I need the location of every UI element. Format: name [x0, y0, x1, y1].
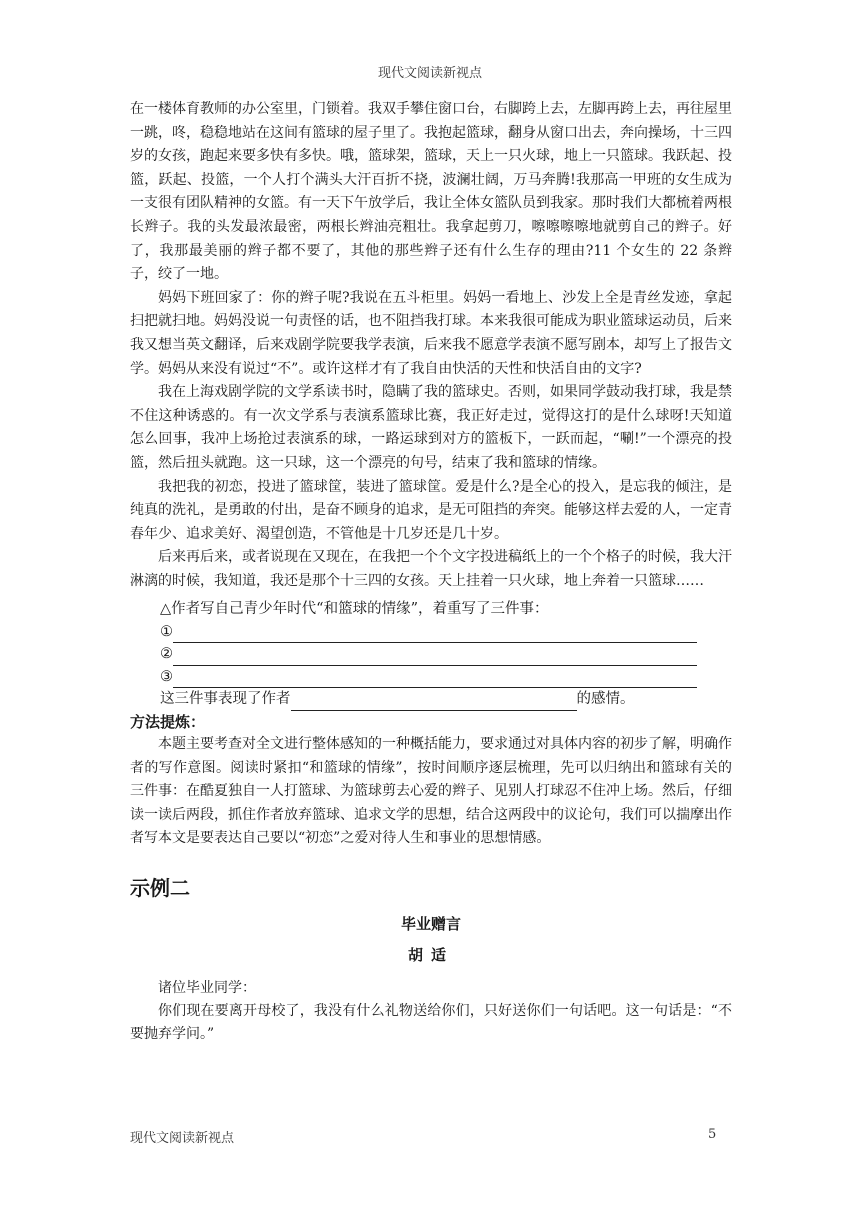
passage-paragraph: 我把我的初恋，投进了篮球筐，装进了篮球筐。爱是什么?是全心的投入，是忘我的倾注，是纯真的洗礼，是勇敢的付出，是奋不顾身的追求，是无可阻挡的奔突。能够这样去爱的人，一定青春年少、追求美好、渴望创造，不管他是十几岁还是几十岁。 [130, 478, 732, 542]
answer-blank[interactable] [173, 669, 697, 688]
answer-line-3 [130, 666, 732, 689]
passage [130, 98, 732, 593]
example-heading: 示例二 [130, 875, 190, 900]
question-block [130, 598, 732, 711]
summary-line [130, 688, 732, 711]
answer-line-1 [130, 621, 732, 644]
page-content [130, 98, 732, 1047]
passage-paragraph: 妈妈下班回家了：你的辫子呢?我说在五斗柜里。妈妈一看地上、沙发上全是青丝发迹，拿起扫把就扫地。妈妈没说一句责怪的话，也不阻挡我打球。本来我很可能成为职业篮球运动员，后来我又想当英文翻译，后来戏剧学院要我学表演，后来我不愿意学表演不愿写剧本，却写上了报告文学。妈妈从来没有说过“不”。或许这样才有了我自由快活的天性和快活自由的文字? [130, 289, 732, 377]
passage-paragraph: 在一楼体育教师的办公室里，门锁着。我双手攀住窗口台，右脚跨上去，左脚再跨上去，再往屋里一跳，咚，稳稳地站在这间有篮球的屋子里了。我抱起篮球，翻身从窗口出去，奔向操场，十三四岁的女孩，跑起来要多快有多快。哦，篮球架，篮球，天上一只火球，地上一只篮球。我跃起、投篮，跃起、投篮，一个人打个满头大汗百折不挠，波澜壮阔，万马奔腾!我那高一甲班的女生成为一支很有团队精神的女篮。有一天下午放学后，我让全体女篮队员到我家。那时我们大都梳着两根长辫子。我的头发最浓最密，两根长辫油亮粗壮。我拿起剪刀，嚓嚓嚓嚓地就剪自己的辫子。好了，我那最美丽的辫子都不要了，其他的那些辫子还有什么生存的理由?11 个女生的 22 条辫子，绞了一地。 [130, 101, 732, 283]
page-number: 5 [708, 1127, 717, 1142]
answer-marker: ① [160, 623, 173, 640]
question-prompt: △作者写自己青少年时代“和篮球的情缘”，着重写了三件事： [160, 601, 549, 618]
summary-blank[interactable] [291, 692, 577, 711]
essay-opening: 你们现在要离开母校了，我没有什么礼物送给你们，只好送你们一句话吧。这一句话是：“不要抛弃学问。” [130, 1002, 732, 1043]
answer-marker: ② [160, 646, 173, 663]
method-title: 方法提炼： [130, 713, 206, 732]
method-text: 本题主要考查对全文进行整体感知的一种概括能力，要求通过对具体内容的初步了解，明确作者的写作意图。阅读时紧扣“和篮球的情缘”，按时间顺序逐层梳理，先可以归纳出和篮球有关的三件事：在酷夏独自一人打篮球、为篮球剪去心爱的辫子、见别人打球忍不住冲上场。然后，仔细读一读后两段，抓住作者放弃篮球、追求文学的思想，结合这两段中的议论句，我们可以揣摩出作者写本文是要表达自己要以“初恋”之爱对待人生和事业的思想情感。 [130, 736, 732, 847]
footer-title: 现代文阅读新视点 [130, 1131, 235, 1146]
page-header: 现代文阅读新视点 [377, 66, 482, 81]
example-two-section [130, 875, 732, 1047]
answer-blank[interactable] [173, 647, 697, 666]
summary-suffix: 的感情。 [576, 691, 635, 708]
answer-marker: ③ [160, 668, 173, 685]
answer-line-2 [130, 643, 732, 666]
passage-paragraph: 后来再后来，或者说现在又现在，在我把一个个文字投进稿纸上的一个个格子的时候，我大汗淋漓的时候，我知道，我还是那个十三四的女孩。天上挂着一只火球，地上奔着一只篮球…… [130, 549, 732, 589]
essay-author: 胡适 [407, 945, 454, 964]
summary-prefix: 这三件事表现了作者 [160, 691, 291, 708]
essay-title: 毕业赠言 [400, 914, 461, 933]
salutation: 诸位毕业同学： [158, 979, 256, 996]
answer-blank[interactable] [173, 624, 697, 643]
method-section [130, 711, 732, 850]
passage-paragraph: 我在上海戏剧学院的文学系读书时，隐瞒了我的篮球史。否则，如果同学鼓动我打球，我是禁不住这种诱惑的。有一次文学系与表演系篮球比赛，我正好走过，觉得这打的是什么球呀!天知道怎么回事，我冲上场抢过表演系的球，一路运球到对方的篮板下，一跃而起，“唰!”一个漂亮的投篮，然后扭头就跑。这一只球，这一个漂亮的句号，结束了我和篮球的情缘。 [130, 384, 732, 471]
